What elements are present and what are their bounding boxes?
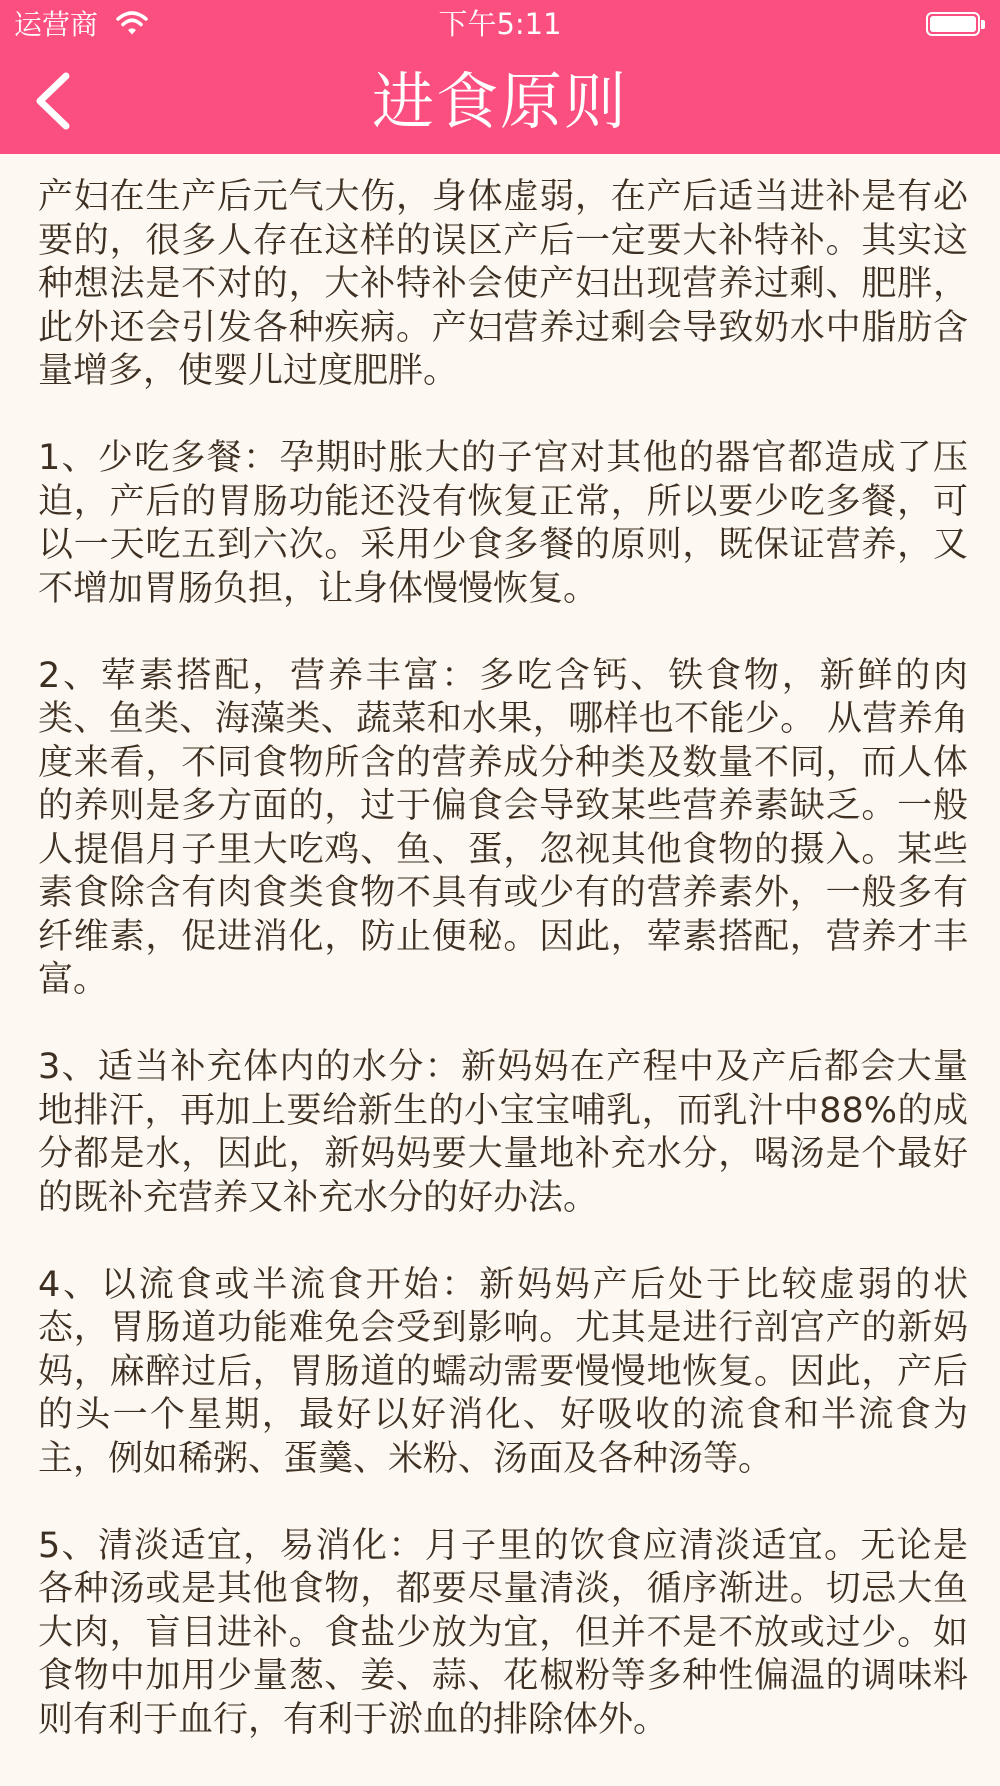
article-intro: 产妇在生产后元气大伤，身体虚弱，在产后适当进补是有必要的，很多人存在这样的误区产后一定要大补特补。其实这种想法是不对的，大补特补会使产妇出现营养过剩、肥胖，此外还会引发各种疾病。产妇营养过剩会导致奶水中脂肪含量增多，使婴儿过度肥胖。 <box>38 177 968 391</box>
article-point-3: 3、适当补充体内的水分：新妈妈在产程中及产后都会大量地排汗，再加上要给新生的小宝宝哺乳，而乳汁中88%的成分都是水，因此，新妈妈要大量地补充水分，喝汤是个最好的既补充营养又补充水分的好办法。 <box>38 1047 968 1218</box>
article-point-4: 4、以流食或半流食开始：新妈妈产后处于比较虚弱的状态，胃肠道功能难免会受到影响。尤其是进行剖宫产的新妈妈，麻醉过后，胃肠道的蠕动需要慢慢地恢复。因此，产后的头一个星期，最好以好消化、好吸收的流食和半流食为主，例如稀粥、蛋羹、米粉、汤面及各种汤等。 <box>38 1264 968 1479</box>
carrier-label: 运营商 <box>14 8 99 41</box>
page-title: 进食原则 <box>371 65 628 138</box>
status-time: 下午5:11 <box>438 7 562 41</box>
status-bar <box>0 0 1000 50</box>
nav-header <box>0 0 1000 154</box>
article-body <box>38 176 968 1786</box>
battery-icon <box>926 12 980 36</box>
article-point-2: 2、荤素搭配，营养丰富：多吃含钙、铁食物，新鲜的肉类、鱼类、海藻类、蔬菜和水果，哪样也不能少。 从营养角度来看，不同食物所含的营养成分种类及数量不同，而人体的养则是多方面的，过于偏食会导致某些营养素缺乏。一般人提倡月子里大吃鸡、鱼、蛋，忽视其他食物的摄入。某些素食除含有肉食类食物不具有或少有的营养素外，一般多有纤维素，促进消化，防止便秘。因此，荤素搭配，营养才丰富。 <box>38 655 968 1000</box>
article-point-5: 5、清淡适宜，易消化：月子里的饮食应清淡适宜。无论是各种汤或是其他食物，都要尽量清淡，循序渐进。切忌大鱼大肉，盲目进补。食盐少放为宜，但并不是不放或过少。如食物中加用少量葱、姜、蒜、花椒粉等多种性偏温的调味料则有利于血行，有利于淤血的排除体外。 <box>38 1525 968 1740</box>
article-point-1: 1、少吃多餐：孕期时胀大的子宫对其他的器官都造成了压迫，产后的胃肠功能还没有恢复正常，所以要少吃多餐，可以一天吃五到六次。采用少食多餐的原则，既保证营养，又不增加胃肠负担，让身体慢慢恢复。 <box>38 438 968 609</box>
